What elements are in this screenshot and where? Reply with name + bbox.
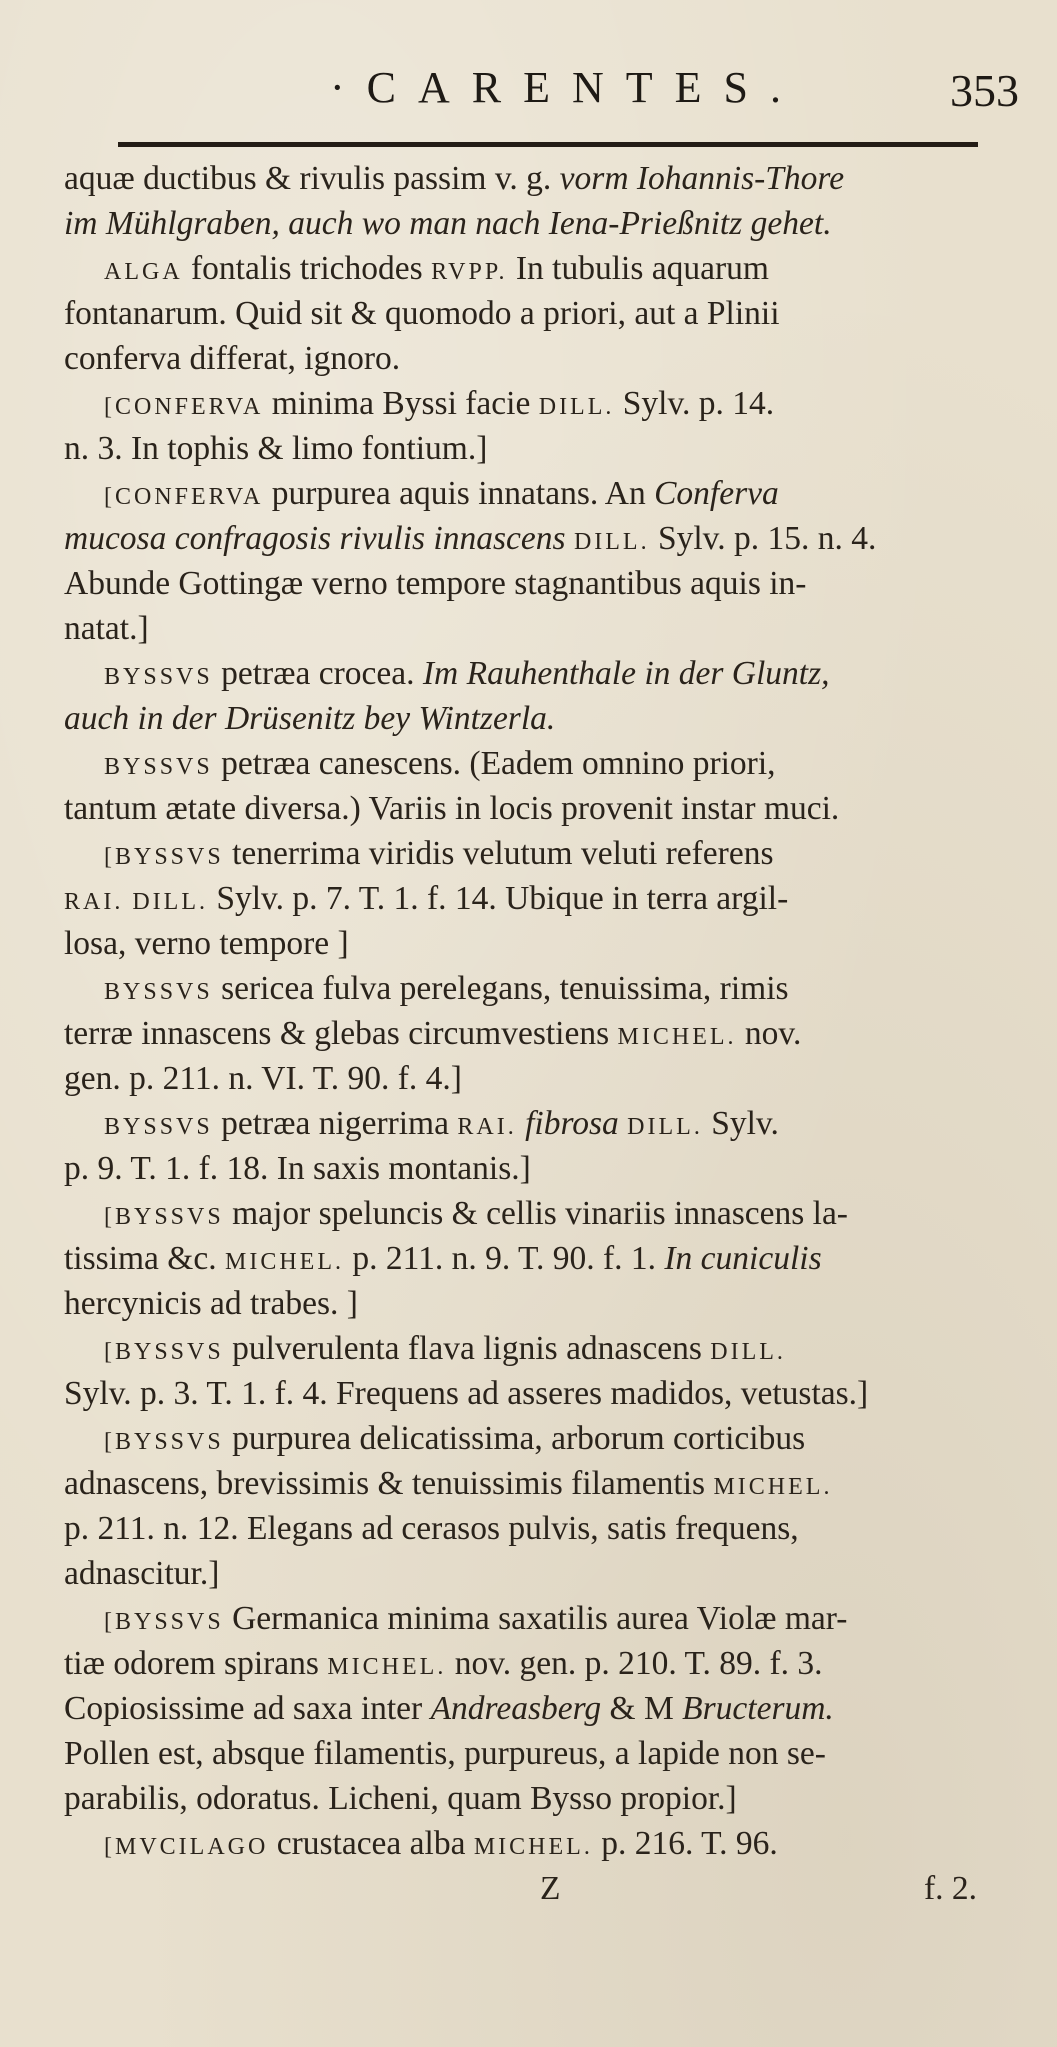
author-abbrev: MICHEL. bbox=[327, 1654, 447, 1680]
genus-name: BYSSVS bbox=[104, 1114, 213, 1140]
text-line: tantum ætate diversa.) Variis in locis provenit instar muci. bbox=[64, 790, 840, 827]
author-abbrev: MICHEL. bbox=[713, 1474, 833, 1500]
text-line: terræ innascens & glebas circumvestiens MICHEL. nov. bbox=[64, 1015, 802, 1052]
entry-mucilago: [MVCILAGO crustacea alba MICHEL. p. 216. T. 96. bbox=[104, 1825, 778, 1862]
entry-byssus-crocea: BYSSVS petræa crocea. Im Rauhenthale in der Gluntz, bbox=[104, 655, 830, 692]
genus-name: [BYSSVS bbox=[104, 844, 224, 870]
page-number: 353 bbox=[950, 65, 1019, 116]
catchword: f. 2. bbox=[924, 1870, 978, 1907]
entry-byssus-nigerrima: BYSSVS petræa nigerrima RAI. fibrosa DILL. Sylv. bbox=[104, 1105, 779, 1142]
genus-name: [CONFERVA bbox=[104, 484, 264, 510]
text-line: RAI. DILL. Sylv. p. 7. T. 1. f. 14. Ubique in terra argil- bbox=[64, 880, 789, 917]
genus-name: [BYSSVS bbox=[104, 1204, 224, 1230]
text-line: Copiosissime ad saxa inter Andreasberg & M Bructerum. bbox=[64, 1690, 834, 1727]
author-abbrev: DILL. bbox=[538, 394, 615, 420]
running-head bbox=[0, 62, 1057, 122]
text-line: gen. p. 211. n. VI. T. 90. f. 4.] bbox=[64, 1060, 462, 1097]
running-title: ·CARENTES. bbox=[330, 63, 803, 112]
author-abbrev: DILL. bbox=[573, 529, 650, 555]
text-line: n. 3. In tophis & limo fontium.] bbox=[64, 430, 488, 467]
author-abbrev: DILL. bbox=[627, 1114, 703, 1140]
genus-name: BYSSVS bbox=[104, 754, 213, 780]
text-line: tissima &c. MICHEL. p. 211. n. 9. T. 90. f. 1. In cuniculis bbox=[64, 1240, 822, 1277]
text-line: Sylv. p. 3. T. 1. f. 4. Frequens ad asseres madidos, vetustas.] bbox=[64, 1375, 869, 1412]
author-abbrev: RAI. bbox=[457, 1114, 517, 1140]
entry-byssus-canescens: BYSSVS petræa canescens. (Eadem omnino priori, bbox=[104, 745, 776, 782]
genus-name: ALGA bbox=[104, 259, 183, 285]
text-line: fontanarum. Quid sit & quomodo a priori, aut a Plinii bbox=[64, 295, 780, 332]
text-line: im Mühlgraben, auch wo man nach Iena-Prießnitz gehet. bbox=[64, 205, 832, 242]
author-abbrev: RVPP. bbox=[431, 259, 508, 285]
entry-alga-fontalis: ALGA fontalis trichodes RVPP. In tubulis aquarum bbox=[104, 250, 769, 287]
text-line: conferva differat, ignoro. bbox=[64, 340, 401, 377]
text-line: aquæ ductibus & rivulis passim v. g. vorm Iohannis-Thore bbox=[64, 160, 845, 197]
text-line: losa, verno tempore ] bbox=[64, 925, 349, 962]
text-line: adnascitur.] bbox=[64, 1555, 220, 1592]
text-line: parabilis, odoratus. Licheni, quam Bysso propior.] bbox=[64, 1780, 737, 1817]
genus-name: [CONFERVA bbox=[104, 394, 264, 420]
entry-conferva-purpurea: [CONFERVA purpurea aquis innatans. An Conferva bbox=[104, 475, 779, 512]
entry-byssus-pulverulenta: [BYSSVS pulverulenta flava lignis adnascens DILL. bbox=[104, 1330, 786, 1367]
text-line: hercynicis ad trabes. ] bbox=[64, 1285, 358, 1322]
entry-byssus-tenerrima: [BYSSVS tenerrima viridis velutum veluti referens bbox=[104, 835, 774, 872]
genus-name: BYSSVS bbox=[104, 979, 213, 1005]
text-line: adnascens, brevissimis & tenuissimis filamentis MICHEL. bbox=[64, 1465, 833, 1502]
text-line: tiæ odorem spirans MICHEL. nov. gen. p. 210. T. 89. f. 3. bbox=[64, 1645, 823, 1682]
genus-name: [BYSSVS bbox=[104, 1429, 224, 1455]
body-text bbox=[64, 156, 1004, 1911]
entry-byssus-sericea: BYSSVS sericea fulva perelegans, tenuissima, rimis bbox=[104, 970, 789, 1007]
catchword-line bbox=[64, 1866, 1004, 1911]
entry-byssus-germanica: [BYSSVS Germanica minima saxatilis aurea Violæ mar- bbox=[104, 1600, 848, 1637]
genus-name: [BYSSVS bbox=[104, 1339, 224, 1365]
text-line: natat.] bbox=[64, 610, 149, 647]
text-line: Pollen est, absque filamentis, purpureus, a lapide non se- bbox=[64, 1735, 826, 1772]
genus-name: [MVCILAGO bbox=[104, 1834, 269, 1860]
author-abbrev: MICHEL. bbox=[224, 1249, 344, 1275]
author-abbrev: MICHEL. bbox=[617, 1024, 737, 1050]
genus-name: [BYSSVS bbox=[104, 1609, 224, 1635]
entry-byssus-purpurea: [BYSSVS purpurea delicatissima, arborum corticibus bbox=[104, 1420, 806, 1457]
header-rule bbox=[118, 142, 978, 147]
text-line: auch in der Drüsenitz bey Wintzerla. bbox=[64, 700, 556, 737]
entry-conferva-minima: [CONFERVA minima Byssi facie DILL. Sylv. p. 14. bbox=[104, 385, 775, 422]
author-abbrev: DILL. bbox=[710, 1339, 786, 1365]
genus-name: BYSSVS bbox=[104, 664, 213, 690]
text-line: p. 9. T. 1. f. 18. In saxis montanis.] bbox=[64, 1150, 531, 1187]
author-abbrev: RAI. DILL. bbox=[64, 889, 208, 915]
text-line: Abunde Gottingæ verno tempore stagnantibus aquis in- bbox=[64, 565, 807, 602]
signature-mark: Z bbox=[540, 1870, 561, 1907]
entry-byssus-major: [BYSSVS major speluncis & cellis vinariis innascens la- bbox=[104, 1195, 848, 1232]
text-line: p. 211. n. 12. Elegans ad cerasos pulvis, satis frequens, bbox=[64, 1510, 799, 1547]
text-line: mucosa confragosis rivulis innascens DILL. Sylv. p. 15. n. 4. bbox=[64, 520, 877, 557]
author-abbrev: MICHEL. bbox=[473, 1834, 593, 1860]
